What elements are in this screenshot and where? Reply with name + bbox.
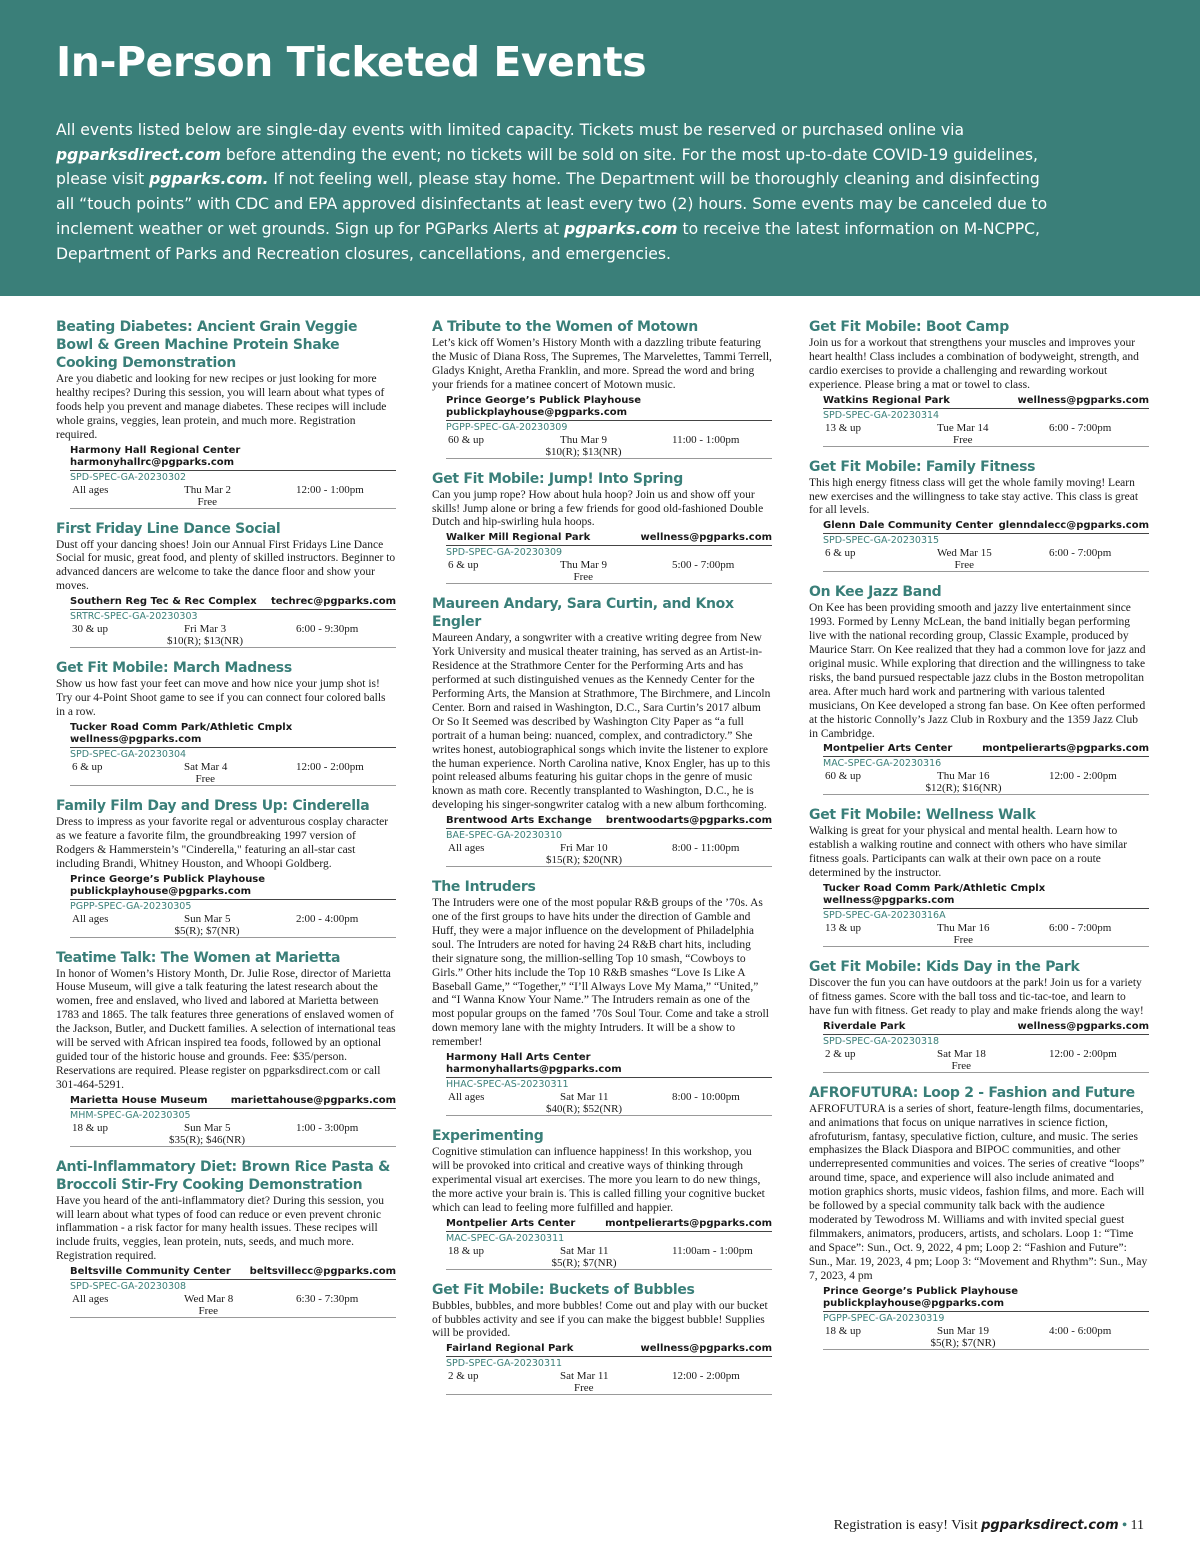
event-code: SRTRC-SPEC-GA-20230303	[70, 611, 198, 623]
divider	[823, 1311, 1149, 1312]
event-price: Free	[951, 1059, 972, 1072]
event-email[interactable]: harmonyhallarts@pgparks.com	[446, 1064, 622, 1076]
event-details	[70, 1293, 396, 1318]
event-location-line	[823, 1286, 1149, 1310]
event-email[interactable]: techrec@pgparks.com	[270, 596, 396, 608]
event-price: $40(R); $52(NR)	[546, 1103, 623, 1116]
event-price: $12(R); $16(NR)	[925, 782, 1002, 795]
divider	[446, 1356, 772, 1357]
event-code: SPD-SPEC-GA-20230315	[823, 535, 940, 547]
event-email[interactable]: beltsvillecc@pgparks.com	[249, 1266, 396, 1278]
event-location: Brentwood Arts Exchange	[446, 815, 592, 827]
event-info	[446, 815, 772, 867]
event-email[interactable]: wellness@pgparks.com	[823, 895, 955, 907]
event-description: Show us how fast your feet can move and how nice your jump shot is! Try our 4-Point Shoot game to see if you can connect four colored balls in a row.	[56, 678, 386, 718]
event-info	[446, 532, 772, 584]
event-info	[823, 520, 1149, 572]
event-title: Get Fit Mobile: Family Fitness	[809, 458, 1036, 475]
event-price: $15(R); $20(NR)	[546, 854, 623, 867]
event-date: Sat Mar 11	[560, 1091, 609, 1104]
footer-text: Registration is easy! Visit	[833, 1518, 982, 1533]
event-title: Get Fit Mobile: March Madness	[56, 660, 292, 677]
event-time: 12:00 - 2:00pm	[672, 1370, 740, 1383]
divider	[70, 747, 396, 748]
event-details	[70, 623, 396, 648]
event-description: Have you heard of the anti-inflammatory diet? During this session, you will learn about what types of food can reduce or even prevent chronic inflammation - a risk factor for many health issues. These recipes will include fruits, veggies, lean protein, nuts, seeds, and much more. Registration required.	[56, 1194, 384, 1263]
event-location: Prince George’s Publick Playhouse	[446, 394, 642, 406]
event-location: Glenn Dale Community Center	[823, 520, 994, 532]
event-location: Montpelier Arts Center	[446, 1217, 576, 1229]
event-code: SPD-SPEC-GA-20230304	[70, 748, 187, 760]
event-location-line	[446, 815, 772, 827]
event-price: $10(R); $13(NR)	[545, 445, 622, 458]
event-description: Let’s kick off Women’s History Month with a dazzling tribute featuring the Music of Diana Ross, The Supremes, The Marvelettes, Tammi Terrell, Gladys Knight, Aretha Franklin, and more. Spread the word and bring your friends for a matinee concert of Motown music.	[432, 337, 772, 391]
event-location-line	[70, 1095, 396, 1107]
event-title: On Kee Jazz Band	[809, 584, 942, 601]
event-description: Dust off your dancing shoes! Join our Annual First Fridays Line Dance Social for music, great food, and plenty of skilled instructors. Beginner to advanced dancers are welcome to take the dance floor and show your moves.	[56, 538, 396, 593]
page-footer	[834, 1518, 1144, 1534]
event-info	[70, 445, 396, 509]
event-code: HHAC-SPEC-AS-20230311	[446, 1079, 569, 1091]
event-date: Sun Mar 5	[184, 912, 231, 925]
event-title: Maureen Andary, Sara Curtin, and Knox Engler	[432, 596, 734, 631]
pgparks-alerts-link[interactable]: pgparks.com	[564, 219, 678, 238]
event-age: 13 & up	[825, 922, 862, 935]
event-age: All ages	[72, 1293, 109, 1306]
event-price: Free	[953, 433, 973, 446]
event-location-line	[823, 1021, 1149, 1033]
event-details	[446, 1091, 772, 1116]
event-info	[446, 1218, 772, 1270]
event-listing	[809, 958, 1149, 1073]
event-location-line	[823, 743, 1149, 755]
event-age: All ages	[72, 912, 109, 925]
event-email[interactable]: publickplayhouse@pgparks.com	[823, 1297, 1005, 1309]
event-listing	[56, 797, 396, 938]
divider	[70, 609, 396, 610]
event-code: SPD-SPEC-GA-20230318	[823, 1035, 940, 1047]
event-email[interactable]: glenndalecc@pgparks.com	[998, 520, 1149, 532]
event-details	[70, 761, 396, 786]
event-location: Harmony Hall Arts Center	[446, 1052, 591, 1064]
event-title: Anti-Inflammatory Diet: Brown Rice Pasta & Broccoli Stir-Fry Cooking Demonstration	[56, 1158, 391, 1193]
event-email[interactable]: wellness@pgparks.com	[640, 532, 772, 544]
event-time: 12:00 - 2:00pm	[296, 760, 364, 773]
event-description: On Kee has been providing smooth and jazzy live entertainment since 1993. Formed by Lenny McLean, the band initially began performing live with the national recording group, Classic Example, produced by Maurice Starr. On Kee realized that they had a common love for jazz and original music. While exploring that direction and the willingness to take risks, the band pursued respectable jazz clubs in the Boston metropolitan area. After much hard work and partnering with various talented musicians, On Kee developed a strong fan base. On Kee often performed at the historic Connolly’s Jazz Club in Roxbury and the 1359 Jazz Club in Cambridge.	[809, 602, 1146, 740]
event-description: Dress to impress as your favorite regal or adventurous cosplay character as we feature a favorite film, the groundbreaking 1997 version of Rodgers & Hammerstein’s "Cinderella," featuring an all-star cast including Brandi, Whitney Houston, and Whoopi Goldberg.	[56, 815, 389, 870]
event-location: Tucker Road Comm Park/Athletic Cmplx	[70, 721, 293, 733]
event-title: Get Fit Mobile: Buckets of Bubbles	[432, 1281, 695, 1298]
event-details	[446, 1245, 772, 1270]
event-details	[823, 770, 1149, 795]
event-info	[70, 1095, 396, 1147]
event-price: $5(R); $7(NR)	[551, 1256, 617, 1269]
event-code: SPD-SPEC-GA-20230314	[823, 409, 940, 421]
event-location-line	[446, 1218, 772, 1230]
divider	[70, 1279, 396, 1280]
divider	[70, 899, 396, 900]
event-price: $5(R); $7(NR)	[930, 1336, 996, 1349]
event-price: Free	[573, 571, 594, 584]
event-date: Sat Mar 4	[184, 760, 228, 773]
event-location-line	[823, 395, 1149, 407]
event-details	[823, 547, 1149, 572]
event-code: SPD-SPEC-GA-20230308	[70, 1281, 187, 1293]
event-code: SPD-SPEC-GA-20230311	[446, 1358, 563, 1370]
event-price: $5(R); $7(NR)	[174, 924, 240, 937]
event-title: Get Fit Mobile: Kids Day in the Park	[809, 959, 1080, 976]
event-location-line	[823, 520, 1149, 532]
event-title: Get Fit Mobile: Boot Camp	[809, 319, 1009, 335]
event-date: Sat Mar 11	[560, 1370, 609, 1383]
event-details	[446, 559, 772, 584]
event-time: 12:00 - 2:00pm	[1049, 770, 1117, 783]
event-date: Thu Mar 2	[184, 483, 232, 496]
event-code: PGPP-SPEC-GA-20230319	[823, 1312, 945, 1324]
event-info	[823, 1286, 1149, 1350]
event-details	[70, 913, 396, 938]
event-time: 12:00 - 1:00pm	[296, 483, 364, 496]
page-header	[0, 0, 1200, 296]
event-title: Get Fit Mobile: Wellness Walk	[809, 807, 1036, 824]
event-email[interactable]: brentwoodarts@pgparks.com	[605, 815, 772, 827]
event-info	[70, 874, 396, 938]
event-email[interactable]: wellness@pgparks.com	[70, 733, 202, 745]
event-age: 6 & up	[72, 760, 103, 773]
event-title: AFROFUTURA: Loop 2 - Fashion and Future	[809, 1084, 1135, 1101]
event-description: Can you jump rope? How about hula hoop? Join us and show off your skills! Jump alone or bring a few friends for good old-fashioned Double Dutch and hip-swirling hula hoops.	[432, 488, 764, 529]
event-email[interactable]: mariettahouse@pgparks.com	[230, 1094, 396, 1106]
event-location: Prince George’s Publick Playhouse	[70, 873, 266, 885]
event-info	[823, 1021, 1149, 1073]
divider	[446, 420, 772, 421]
event-age: 60 & up	[448, 433, 485, 446]
event-time: 6:00 - 7:00pm	[1049, 421, 1112, 434]
event-details	[823, 1325, 1149, 1350]
event-age: 18 & up	[825, 1324, 862, 1337]
event-location: Prince George’s Publick Playhouse	[823, 1285, 1019, 1297]
event-description: AFROFUTURA is a series of short, feature-length films, documentaries, and animations that focus on unique narratives in science fiction, afrofuturism, fantasy, speculative fiction, culture, and music. The series emphasizes the Black Diaspora and BIPOC communities, and other underrepresented communities and voices. The series of creative “loops” around time, space, and experience will also include animated and motion graphics shorts, music videos, fashion films, and more. Each will be followed by a special community talk back with the audience moderated by Tewodross M. Williams and with invited special guest filmmakers, animators, producers, artists, and scholars. Loop 1: “Time and Space”: Sun., Oct. 9, 2022, 4 pm; Loop 2: “Fashion and Future”: Sun., Mar. 19, 2023, 4 pm; Loop 3: “Movement and Rhythm”: Sun., May 7, 2023, 4 pm	[809, 1102, 1148, 1282]
event-description: This high energy fitness class will get the whole family moving! Learn new exercises and the willingness to take stay active. This class is great for all levels.	[809, 476, 1139, 517]
event-date: Wed Mar 15	[937, 547, 992, 560]
divider	[446, 545, 772, 546]
event-location: Fairland Regional Park	[446, 1343, 574, 1355]
divider	[446, 1077, 772, 1078]
intro-part: All events listed below are single-day events with limited capacity. Tickets must be reserved or purchased online via	[56, 121, 965, 139]
event-details	[823, 422, 1149, 447]
event-price: Free	[953, 934, 974, 947]
event-info	[446, 1343, 772, 1395]
event-time: 11:00 - 1:00pm	[672, 433, 740, 446]
divider	[70, 1108, 396, 1109]
footer-separator: •	[1122, 1518, 1128, 1533]
event-info	[823, 883, 1149, 947]
intro-part: If not feeling well, please stay home. The Department will be thoroughly cleaning and disinfecting all “touch points” with CDC and EPA approved disinfectants at least every two (2) hours. Some events may be canceled due to inclement weather or wet grounds. Sign up for PGParks Alerts at	[56, 170, 1048, 238]
event-email[interactable]: montpelierarts@pgparks.com	[982, 743, 1149, 755]
event-code: PGPP-SPEC-GA-20230305	[70, 900, 192, 912]
event-time: 12:00 - 2:00pm	[1049, 1047, 1117, 1060]
events-column-3	[809, 318, 1149, 1361]
event-listing	[432, 470, 772, 585]
footer-link[interactable]: pgparksdirect.com	[981, 1518, 1119, 1533]
event-description: Cognitive stimulation can influence happiness! In this workshop, you will be provoked into critical and creative ways of thinking through experimental visual art exercises. The more you learn to do new things, the more active your brain is. This is called filling your cognitive bucket which can lead to feeling more fulfilled and happier.	[432, 1146, 765, 1214]
event-description: Are you diabetic and looking for new recipes or just looking for more healthy recipes? During this session, you will learn about what types of foods help you prevent and manage diabetes. These recipes will include whole grains, veggies, lean protein, and much more. Registration required.	[56, 373, 387, 441]
event-location: Montpelier Arts Center	[823, 743, 953, 755]
event-location-line	[446, 1343, 772, 1355]
intro-part: before attending the event; no tickets will be sold on site. For the most up-to-date COVID-19 guidelines, please visit	[56, 145, 1038, 189]
event-date: Thu Mar 9	[560, 559, 608, 572]
event-location: Southern Reg Tec & Rec Complex	[70, 596, 257, 608]
event-listing	[432, 878, 772, 1116]
event-description: Join us for a workout that strengthens your muscles and improves your heart health! Class includes a combination of bodyweight, strength, and cardio exercises to provide a challenging and rewarding workout experience. Please bring a mat or towel to class.	[809, 337, 1139, 391]
event-listing	[809, 1084, 1149, 1350]
event-time: 8:00 - 10:00pm	[672, 1091, 740, 1104]
page-title: In-Person Ticketed Events	[56, 38, 647, 86]
event-listing	[56, 318, 396, 509]
event-email[interactable]: publickplayhouse@pgparks.com	[446, 406, 628, 418]
event-location-line	[70, 722, 396, 746]
event-date: Sun Mar 19	[937, 1324, 989, 1337]
event-description: Maureen Andary, a songwriter with a creative writing degree from New York University and musical theater training, has served as an Artist-in-Residence at the Strathmore Center for the Performing Arts and has performed at such distinguished venues as the Kennedy Center for the Performing Arts, the Mansion at Strathmore, The Birchmere, and Lincoln Center. Born and raised in Washington, D.C., Sara Curtin’s 2017 album Or So It Seemed was described by Washington City Paper as “a full portrait of a human being: nuanced, complex, and contradictory.” She writes honest, autobiographical songs which invite the listener to explore the human experience. North Carolina native, Knox Engler, has up to this point released albums featuring his guitar chops in the genre of music known as math core. Recently transplanted to Washington, D.C., he is developing his singer-songwriter catalog with a new album forthcoming.	[432, 632, 771, 812]
event-listing	[56, 659, 396, 786]
event-time: 1:00 - 3:00pm	[296, 1121, 359, 1134]
event-time: 5:00 - 7:00pm	[672, 559, 735, 572]
event-time: 4:00 - 6:00pm	[1049, 1324, 1112, 1337]
event-details	[70, 1122, 396, 1147]
divider	[823, 1034, 1149, 1035]
event-description: Walking is great for your physical and mental health. Learn how to establish a walking routine and connect with others who have similar fitness goals. Participants can walk at their own pace on a route determined by the instructor.	[809, 825, 1128, 880]
event-listing	[809, 318, 1149, 447]
event-listing	[432, 1127, 772, 1270]
event-date: Wed Mar 8	[184, 1293, 234, 1306]
event-location: Beltsville Community Center	[70, 1266, 231, 1278]
intro-text	[56, 118, 1056, 266]
event-details	[446, 1370, 772, 1395]
event-price: Free	[197, 495, 218, 508]
event-code: PGPP-SPEC-GA-20230309	[446, 421, 568, 433]
event-details	[446, 842, 772, 867]
event-info	[823, 743, 1149, 795]
event-location-line	[70, 874, 396, 898]
event-info	[446, 395, 772, 459]
event-listing	[809, 458, 1149, 573]
event-listing	[56, 949, 396, 1147]
intro-part: to receive the latest information on M-NCPPC, Department of Parks and Recreation closures, cancellations, and emergencies.	[56, 219, 1041, 263]
event-location-line	[446, 1052, 772, 1076]
event-listing	[56, 520, 396, 649]
event-title: First Friday Line Dance Social	[56, 520, 281, 537]
event-info	[70, 596, 396, 648]
event-listing	[809, 806, 1149, 947]
event-location: Watkins Regional Park	[823, 394, 950, 406]
event-time: 6:00 - 9:30pm	[296, 623, 359, 636]
event-age: 18 & up	[448, 1244, 485, 1257]
events-column-2	[432, 318, 772, 1406]
divider	[70, 470, 396, 471]
pgparksdirect-link[interactable]: pgparksdirect.com	[56, 145, 221, 164]
event-description: Bubbles, bubbles, and more bubbles! Come out and play with our bucket of bubbles activity and see if you can make the biggest bubble! Supplies will be provided.	[432, 1299, 768, 1340]
event-date: Sat Mar 11	[560, 1244, 609, 1257]
event-age: 18 & up	[72, 1121, 109, 1134]
event-time: 11:00am - 1:00pm	[672, 1244, 753, 1257]
event-code: BAE-SPEC-GA-20230310	[446, 830, 563, 842]
event-code: MHM-SPEC-GA-20230305	[70, 1109, 191, 1121]
event-title: Get Fit Mobile: Jump! Into Spring	[432, 470, 683, 487]
event-age: 13 & up	[825, 421, 862, 434]
event-listing	[432, 595, 772, 867]
event-time: 6:30 - 7:30pm	[296, 1293, 359, 1306]
event-age: All ages	[448, 1091, 485, 1104]
event-time: 6:00 - 7:00pm	[1049, 547, 1112, 560]
event-details	[70, 484, 396, 509]
event-code: MAC-SPEC-GA-20230316	[823, 758, 942, 770]
event-time: 2:00 - 4:00pm	[296, 912, 359, 925]
page-number: 11	[1130, 1518, 1144, 1533]
event-listing	[432, 318, 772, 459]
event-age: All ages	[72, 483, 109, 496]
event-price: Free	[195, 772, 216, 785]
event-email[interactable]: wellness@pgparks.com	[1017, 394, 1149, 406]
divider	[446, 1231, 772, 1232]
event-price: $10(R); $13(NR)	[167, 635, 244, 648]
event-time: 6:00 - 7:00pm	[1049, 922, 1112, 935]
event-email[interactable]: harmonyhallrc@pgparks.com	[70, 456, 235, 468]
event-info	[70, 722, 396, 786]
event-details	[823, 922, 1149, 947]
event-email[interactable]: wellness@pgparks.com	[640, 1343, 772, 1355]
events-column-1	[56, 318, 396, 1329]
event-location: Harmony Hall Regional Center	[70, 444, 241, 456]
event-age: All ages	[448, 842, 485, 855]
event-info	[70, 1266, 396, 1318]
event-description: Discover the fun you can have outdoors at the park! Join us for a variety of fitness games. Score with the ball toss and tic-tac-toe, and learn to have fun with fitness. Get ready to play and make friends along the way!	[809, 977, 1144, 1017]
event-description: The Intruders were one of the most popular R&B groups of the ’70s. As one of the first groups to have hits under the direction of Gamble and Huff, they were a major influence on the development of Philadelphia soul. The Intruders are noted for having 24 R&B chart hits, including their signature song, the million-selling Top 10 smash, “Cowboys to Girls.” Other hits include the Top 10 R&B smashes “Love Is Like A Baseball Game,” “Together,” “I’ll Always Love My Mama,” “United,” and “I Wanna Know Your Name.” The Intruders remain as one of the most popular groups on the famed ’70s Soul Tour. Come and take a stroll down memory lane with the mighty Intruders. It will be a show to remember!	[432, 897, 769, 1049]
event-details	[446, 434, 772, 459]
event-date: Sun Mar 5	[184, 1121, 231, 1134]
event-location-line	[446, 395, 772, 419]
event-location: Riverdale Park	[823, 1020, 906, 1032]
event-price: Free	[954, 559, 975, 572]
event-title: A Tribute to the Women of Motown	[432, 319, 698, 335]
event-location-line	[446, 532, 772, 544]
event-location-line	[823, 883, 1149, 907]
event-info	[823, 395, 1149, 447]
event-location: Walker Mill Regional Park	[446, 532, 591, 544]
event-details	[823, 1048, 1149, 1073]
event-time: 8:00 - 11:00pm	[672, 842, 740, 855]
event-age: 30 & up	[72, 623, 109, 636]
event-listing	[809, 583, 1149, 795]
event-title: Beating Diabetes: Ancient Grain Veggie Bowl & Green Machine Protein Shake Cooking Demonstration	[56, 319, 358, 371]
event-age: 2 & up	[825, 1047, 856, 1060]
event-code: SPD-SPEC-GA-20230316A	[823, 910, 946, 922]
event-email[interactable]: wellness@pgparks.com	[1017, 1020, 1149, 1032]
event-code: SPD-SPEC-GA-20230309	[446, 547, 563, 559]
event-title: Experimenting	[432, 1128, 544, 1145]
event-date: Fri Mar 10	[560, 842, 608, 855]
event-age: 6 & up	[448, 559, 479, 572]
event-code: SPD-SPEC-GA-20230302	[70, 471, 187, 483]
divider	[446, 828, 772, 829]
event-date: Thu Mar 9	[560, 433, 608, 446]
event-description: In honor of Women’s History Month, Dr. Julie Rose, director of Marietta House Museum, will give a talk featuring the latest research about the women, free and enslaved, who lived and labored at Marietta between 1783 and 1865. The talk features three generations of enslaved women of the Jackson, Butler, and Duckett families. A selection of international teas will be served with African inspired tea foods, followed by an optional guided tour of the historic house and grounds. Fee: $35/person. Reservations are required. Please register on pgparksdirect.com or call 301-464-5291.	[56, 967, 396, 1091]
divider	[823, 756, 1149, 757]
event-date: Fri Mar 3	[184, 623, 227, 636]
event-location: Marietta House Museum	[70, 1094, 208, 1106]
event-location: Tucker Road Comm Park/Athletic Cmplx	[823, 883, 1046, 895]
event-title: Family Film Day and Dress Up: Cinderella	[56, 797, 370, 814]
event-price: Free	[198, 1305, 219, 1318]
event-listing	[56, 1158, 396, 1319]
event-title: Teatime Talk: The Women at Marietta	[56, 949, 341, 966]
divider	[823, 408, 1149, 409]
event-info	[446, 1052, 772, 1116]
event-date: Tue Mar 14	[937, 421, 989, 434]
event-date: Thu Mar 16	[937, 770, 990, 783]
event-price: Free	[574, 1382, 594, 1395]
event-date: Thu Mar 16	[937, 922, 990, 935]
event-title: The Intruders	[432, 879, 536, 896]
event-listing	[432, 1281, 772, 1396]
event-email[interactable]: montpelierarts@pgparks.com	[605, 1217, 772, 1229]
event-code: MAC-SPEC-GA-20230311	[446, 1232, 565, 1244]
event-age: 2 & up	[448, 1370, 479, 1383]
event-location-line	[70, 596, 396, 608]
event-price: $35(R); $46(NR)	[169, 1133, 246, 1146]
event-date: Sat Mar 18	[937, 1047, 986, 1060]
event-location-line	[70, 1266, 396, 1278]
divider	[823, 908, 1149, 909]
pgparks-link[interactable]: pgparks.com.	[149, 170, 269, 189]
event-age: 6 & up	[825, 547, 856, 560]
event-email[interactable]: publickplayhouse@pgparks.com	[70, 885, 252, 897]
divider	[823, 533, 1149, 534]
event-location-line	[70, 445, 396, 469]
event-age: 60 & up	[825, 770, 862, 783]
